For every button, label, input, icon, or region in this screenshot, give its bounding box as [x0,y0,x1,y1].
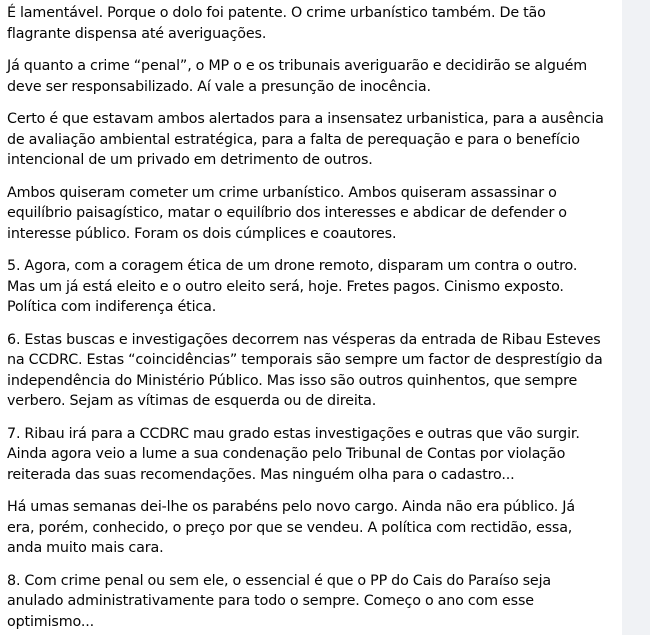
page-gutter [622,0,650,635]
post-paragraph [7,3,619,44]
paragraph-line: anulado administrativamente para todo o sempre. Começo o ano com esse [7,593,534,609]
paragraph-line: anda muito mais cara. [7,540,164,556]
post-paragraph [7,109,619,171]
paragraph-line: 8. Com crime penal ou sem ele, o essencial é que o PP do Cais do Paraíso seja [7,572,552,589]
paragraph-line: Política com indiferença ética. [7,299,217,315]
paragraph-line: reiterada das suas recomendações. Mas ninguém olha para o cadastro... [7,466,515,483]
paragraph-line: 6. Estas buscas e investigações decorrem nas vésperas da entrada de Ribau Esteves [7,331,601,348]
paragraph-line: era, porém, conhecido, o preço por que se vendeu. A política com rectidão, essa, [7,519,573,536]
paragraph-line: Mas um já está eleito e o outro eleito será, hoje. Fretes pagos. Cinismo exposto. [7,278,564,295]
paragraph-line: verbero. Sejam as vítimas de esquerda ou de direita. [7,393,377,409]
paragraph-line: Ainda agora veio a lume a sua condenação pelo Tribunal de Contas por violação [7,446,566,462]
paragraph-line: Há umas semanas dei-lhe os parabéns pelo novo cargo. Ainda não era público. Já [7,499,575,515]
paragraph-line: equilíbrio paisagístico, matar o equilíbrio dos interesses e abdicar de defender o [7,205,567,221]
paragraph-line: 7. Ribau irá para a CCDRC mau grado estas investigações e outras que vão surgir. [7,425,580,442]
paragraph-line: flagrante dispensa até averiguações. [7,25,267,42]
post-paragraph [7,330,619,412]
paragraph-line: de avaliação ambiental estratégica, para a falta de perequação e para o benefício [7,131,580,148]
post-paragraph [7,56,619,97]
paragraph-line: Certo é que estavam ambos alertados para a insensatez urbanistica, para a ausência [7,111,604,127]
paragraph-line: É lamentável. Porque o dolo foi patente. O crime urbanístico também. De tão [7,5,546,21]
paragraph-line: na CCDRC. Estas “coincidências” temporais são sempre um factor de desprestígio da [7,352,603,368]
post-body [7,3,619,632]
post-paragraph [7,424,619,486]
post-paragraph [7,183,619,245]
paragraph-line: independência do Ministério Público. Mas isso são outros quinhentos, que sempre [7,372,578,389]
post-paragraph [7,497,619,559]
paragraph-line: optimismo... [7,613,95,630]
paragraph-line: 5. Agora, com a coragem ética de um drone remoto, disparam um contra o outro. [7,258,578,274]
paragraph-line: deve ser responsabilizado. Aí vale a presunção de inocência. [7,78,431,95]
post-paragraph [7,571,619,633]
post-paragraph [7,256,619,318]
paragraph-line: Ambos quiseram cometer um crime urbanístico. Ambos quiseram assassinar o [7,184,557,201]
paragraph-line: intencional de um privado em detrimento de outros. [7,152,373,168]
paragraph-line: interesse público. Foram os dois cúmplices e coautores. [7,225,397,242]
paragraph-line: Já quanto a crime “penal”, o MP o e os tribunais averiguarão e decidirão se alguém [7,58,588,74]
